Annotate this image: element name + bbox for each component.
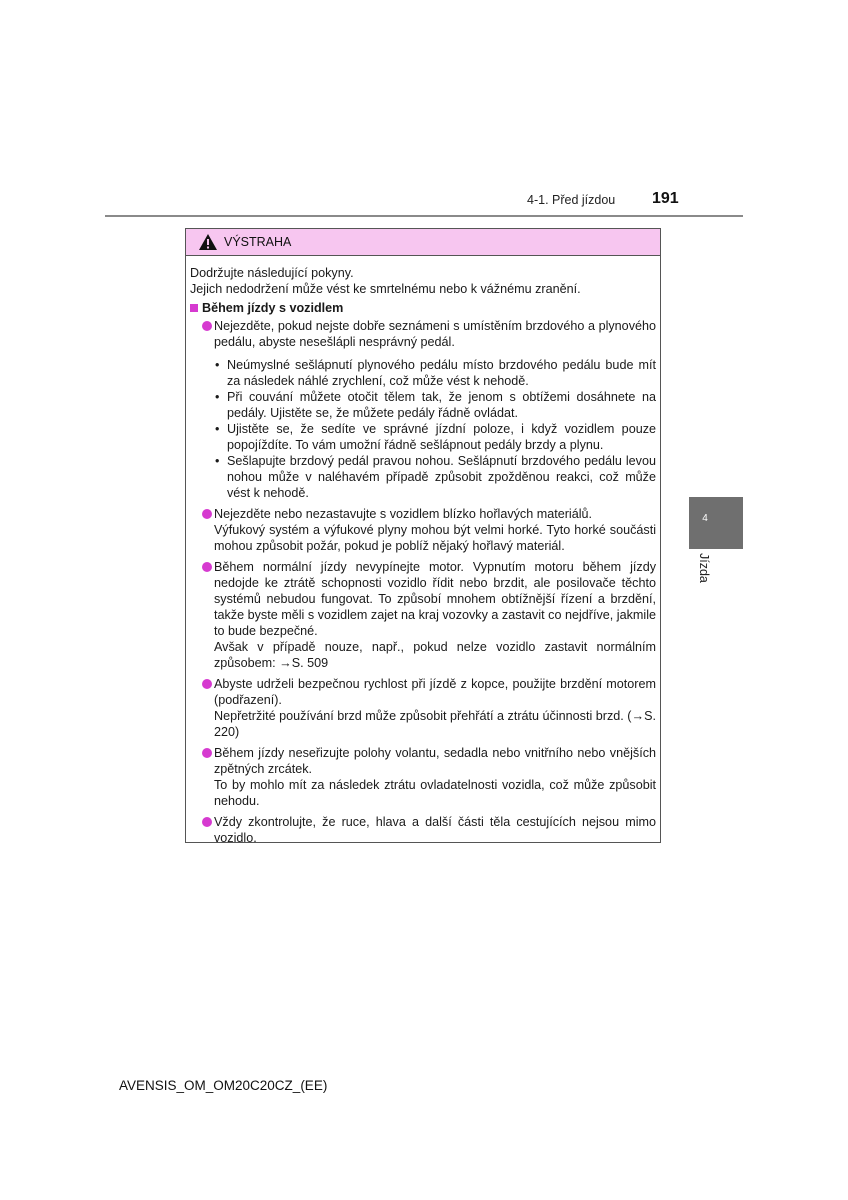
warning-header [186, 229, 660, 256]
bullet-dot-icon [202, 679, 212, 689]
item-text: Během jízdy neseřizujte polohy volantu, sedadla nebo vnitřního nebo vnějších zpětných zrcátek. [214, 746, 656, 776]
item-text: Avšak v případě nouze, např., pokud nelze vozidlo zastavit normálním způsobem: →S. 509 [214, 640, 656, 670]
item-text: Vždy zkontrolujte, že ruce, hlava a další části těla cestujících nejsou mimo vozidlo. [214, 815, 656, 845]
sub-bullet-icon: • [215, 422, 220, 436]
footer-code: AVENSIS_OM_OM20C20CZ_(EE) [119, 1078, 328, 1093]
page-number: 191 [652, 190, 679, 207]
list-item [190, 559, 656, 671]
chapter-tab[interactable] [689, 497, 743, 549]
list-item [190, 814, 656, 846]
bullet-dot-icon [202, 562, 212, 572]
list-item [190, 745, 656, 809]
intro-line: Dodržujte následující pokyny. [190, 266, 354, 280]
square-bullet-icon [190, 304, 198, 312]
warning-box [185, 228, 661, 843]
item-text: Během normální jízdy nevypínejte motor. Vypnutím motoru během jízdy nedojde ke ztrátě schopnosti vozidlo řídit nebo brzdit, ale posilovače těchto systémů nebudou fungovat. To způsobí mnohem obtížnější řízení a brzdění, takže byste měli s vozidlem zajet na kraj vozovky a zastavit co nejdříve, jakmile to bude bezpečné. [214, 560, 656, 638]
item-text: Výfukový systém a výfukové plyny mohou být velmi horké. Tyto horké součásti mohou způsobit požár, pokud je poblíž nějaký hořlavý materiál. [214, 523, 656, 553]
sub-list-item: • Sešlapujte brzdový pedál pravou nohou. Sešlápnutí brzdového pedálu levou nohou může v naléhavém případě způsobit zpožděnou reakci, což může vést k nehodě. [215, 454, 656, 500]
sub-list [214, 357, 656, 501]
item-text: To by mohlo mít za následek ztrátu ovladatelnosti vozidla, což může způsobit nehodu. [214, 778, 656, 808]
sub-bullet-icon: • [215, 454, 220, 468]
item-text: Nepřetržité používání brzd může způsobit přehřátí a ztrátu účinnosti brzd. (→S. 220) [214, 709, 656, 739]
sub-bullet-icon: • [215, 358, 220, 372]
header-rule [105, 215, 743, 217]
item-text: Abyste udrželi bezpečnou rychlost při jízdě z kopce, použijte brzdění motorem (podřazení). [214, 677, 656, 707]
section-header: 4-1. Před jízdou [527, 193, 616, 207]
chapter-tab-label: Jízda [697, 553, 711, 583]
bullet-dot-icon [202, 817, 212, 827]
sub-list-item: • Ujistěte se, že sedíte ve správné jízdní poloze, i když vozidlem pouze popojíždíte. To vám umožní řádně sešlápnout pedály brzdy a plynu. [215, 422, 656, 452]
list-item [190, 318, 656, 501]
warning-title: VÝSTRAHA [224, 235, 292, 249]
intro-line: Jejich nedodržení může vést ke smrtelnému nebo k vážnému zranění. [190, 282, 581, 296]
bullet-dot-icon [202, 509, 212, 519]
warning-triangle-icon [198, 233, 218, 251]
list-item [190, 676, 656, 740]
section-heading [190, 300, 656, 316]
warning-body [186, 256, 660, 846]
sub-bullet-icon: • [215, 390, 220, 404]
chapter-tab-number: 4 [702, 513, 708, 524]
item-text: Nejezděte nebo nezastavujte s vozidlem blízko hořlavých materiálů. [214, 507, 593, 521]
bullet-dot-icon [202, 321, 212, 331]
sub-list-item: • Při couvání můžete otočit tělem tak, že jenom s obtížemi dosáhnete na pedály. Ujistěte se, že můžete pedály řádně ovládat. [215, 390, 656, 420]
sub-list-item: • Neúmyslné sešlápnutí plynového pedálu místo brzdového pedálu bude mít za následek náhlé zrychlení, což může vést k nehodě. [215, 358, 656, 388]
item-text: Nejezděte, pokud nejste dobře seznámeni s umístěním brzdového a plynového pedálu, abyste nesešlápli nesprávný pedál. [214, 319, 656, 349]
bullet-dot-icon [202, 748, 212, 758]
list-item [190, 506, 656, 554]
section-heading-text: Během jízdy s vozidlem [202, 301, 344, 315]
